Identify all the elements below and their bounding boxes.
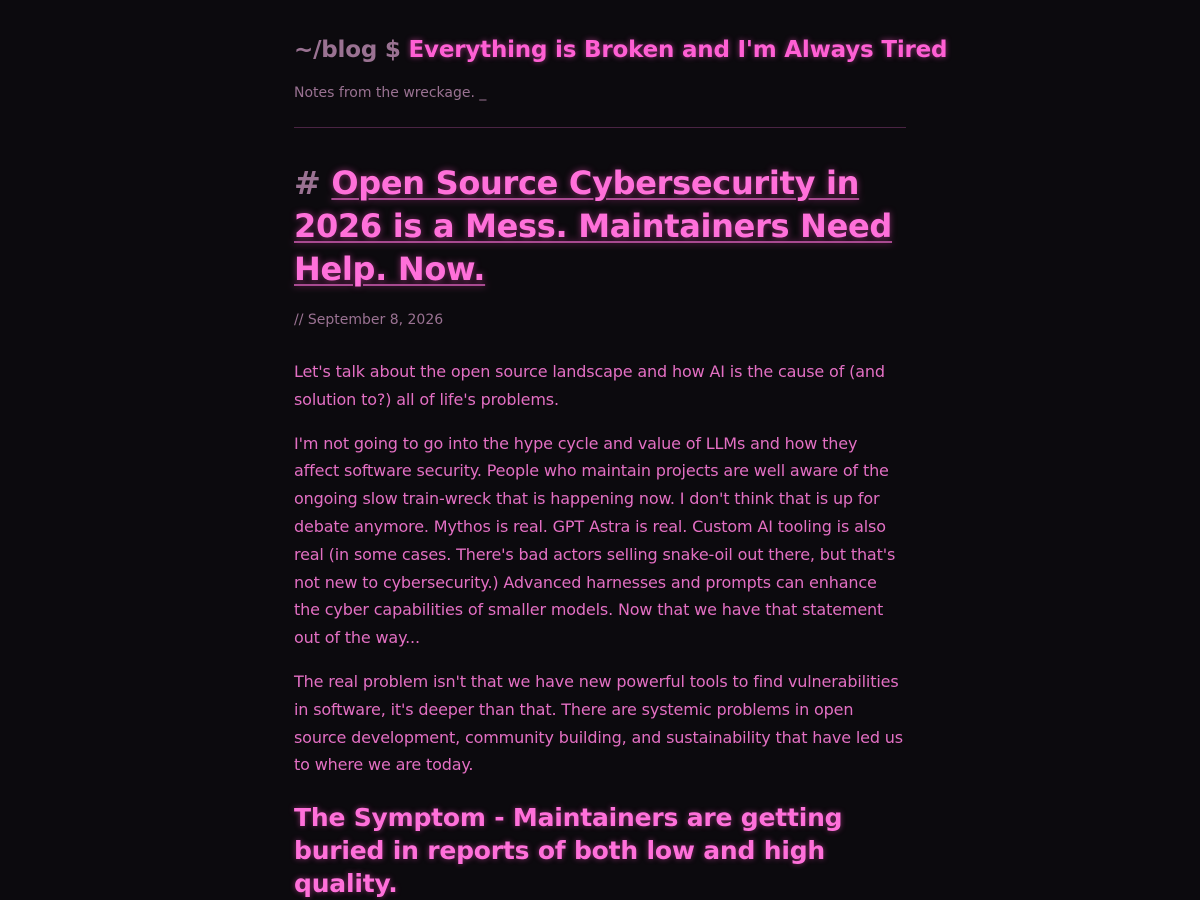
post-paragraph: The real problem isn't that we have new powerful tools to find vulnerabilities in software, it's deeper than that. There are systemic problems in open source development, community building, and sustainability that have led us to where we are today. xyxy=(294,671,903,775)
post-paragraph: Let's talk about the open source landscape and how AI is the cause of (and solution to?) all of life's problems. xyxy=(294,362,885,409)
title-hash: # xyxy=(294,164,321,202)
post-date: // September 8, 2026 xyxy=(294,312,444,328)
post-body xyxy=(294,358,906,900)
site-header xyxy=(294,0,948,102)
site-name-link[interactable]: Everything is Broken and I'm Always Tired xyxy=(408,37,948,63)
post-title xyxy=(294,162,906,291)
site-tagline: Notes from the wreckage. _ xyxy=(294,85,487,101)
header-divider xyxy=(294,127,906,128)
section-heading: The Symptom - Maintainers are getting buried in reports of both low and high quality. xyxy=(294,803,843,899)
site-title xyxy=(294,36,948,64)
post-title-link[interactable]: Open Source Cybersecurity in 2026 is a Mess. Maintainers Need Help. Now. xyxy=(294,164,893,288)
blog-post xyxy=(294,162,906,900)
post-paragraph: I'm not going to go into the hype cycle and value of LLMs and how they affect software security. People who maintain projects are well aware of the ongoing slow train-wreck that is happening now. I don't think that is up for debate anymore. Mythos is real. GPT Astra is real. Custom AI tooling is also real (in some cases. There's bad actors selling snake-oil out there, but that's not new to cybersecurity.) Advanced harnesses and prompts can enhance the cyber capabilities of smaller models. Now that we have that statement out of the way... xyxy=(294,433,896,648)
shell-prompt: ~/blog $ xyxy=(294,37,401,63)
page-container xyxy=(294,0,948,900)
